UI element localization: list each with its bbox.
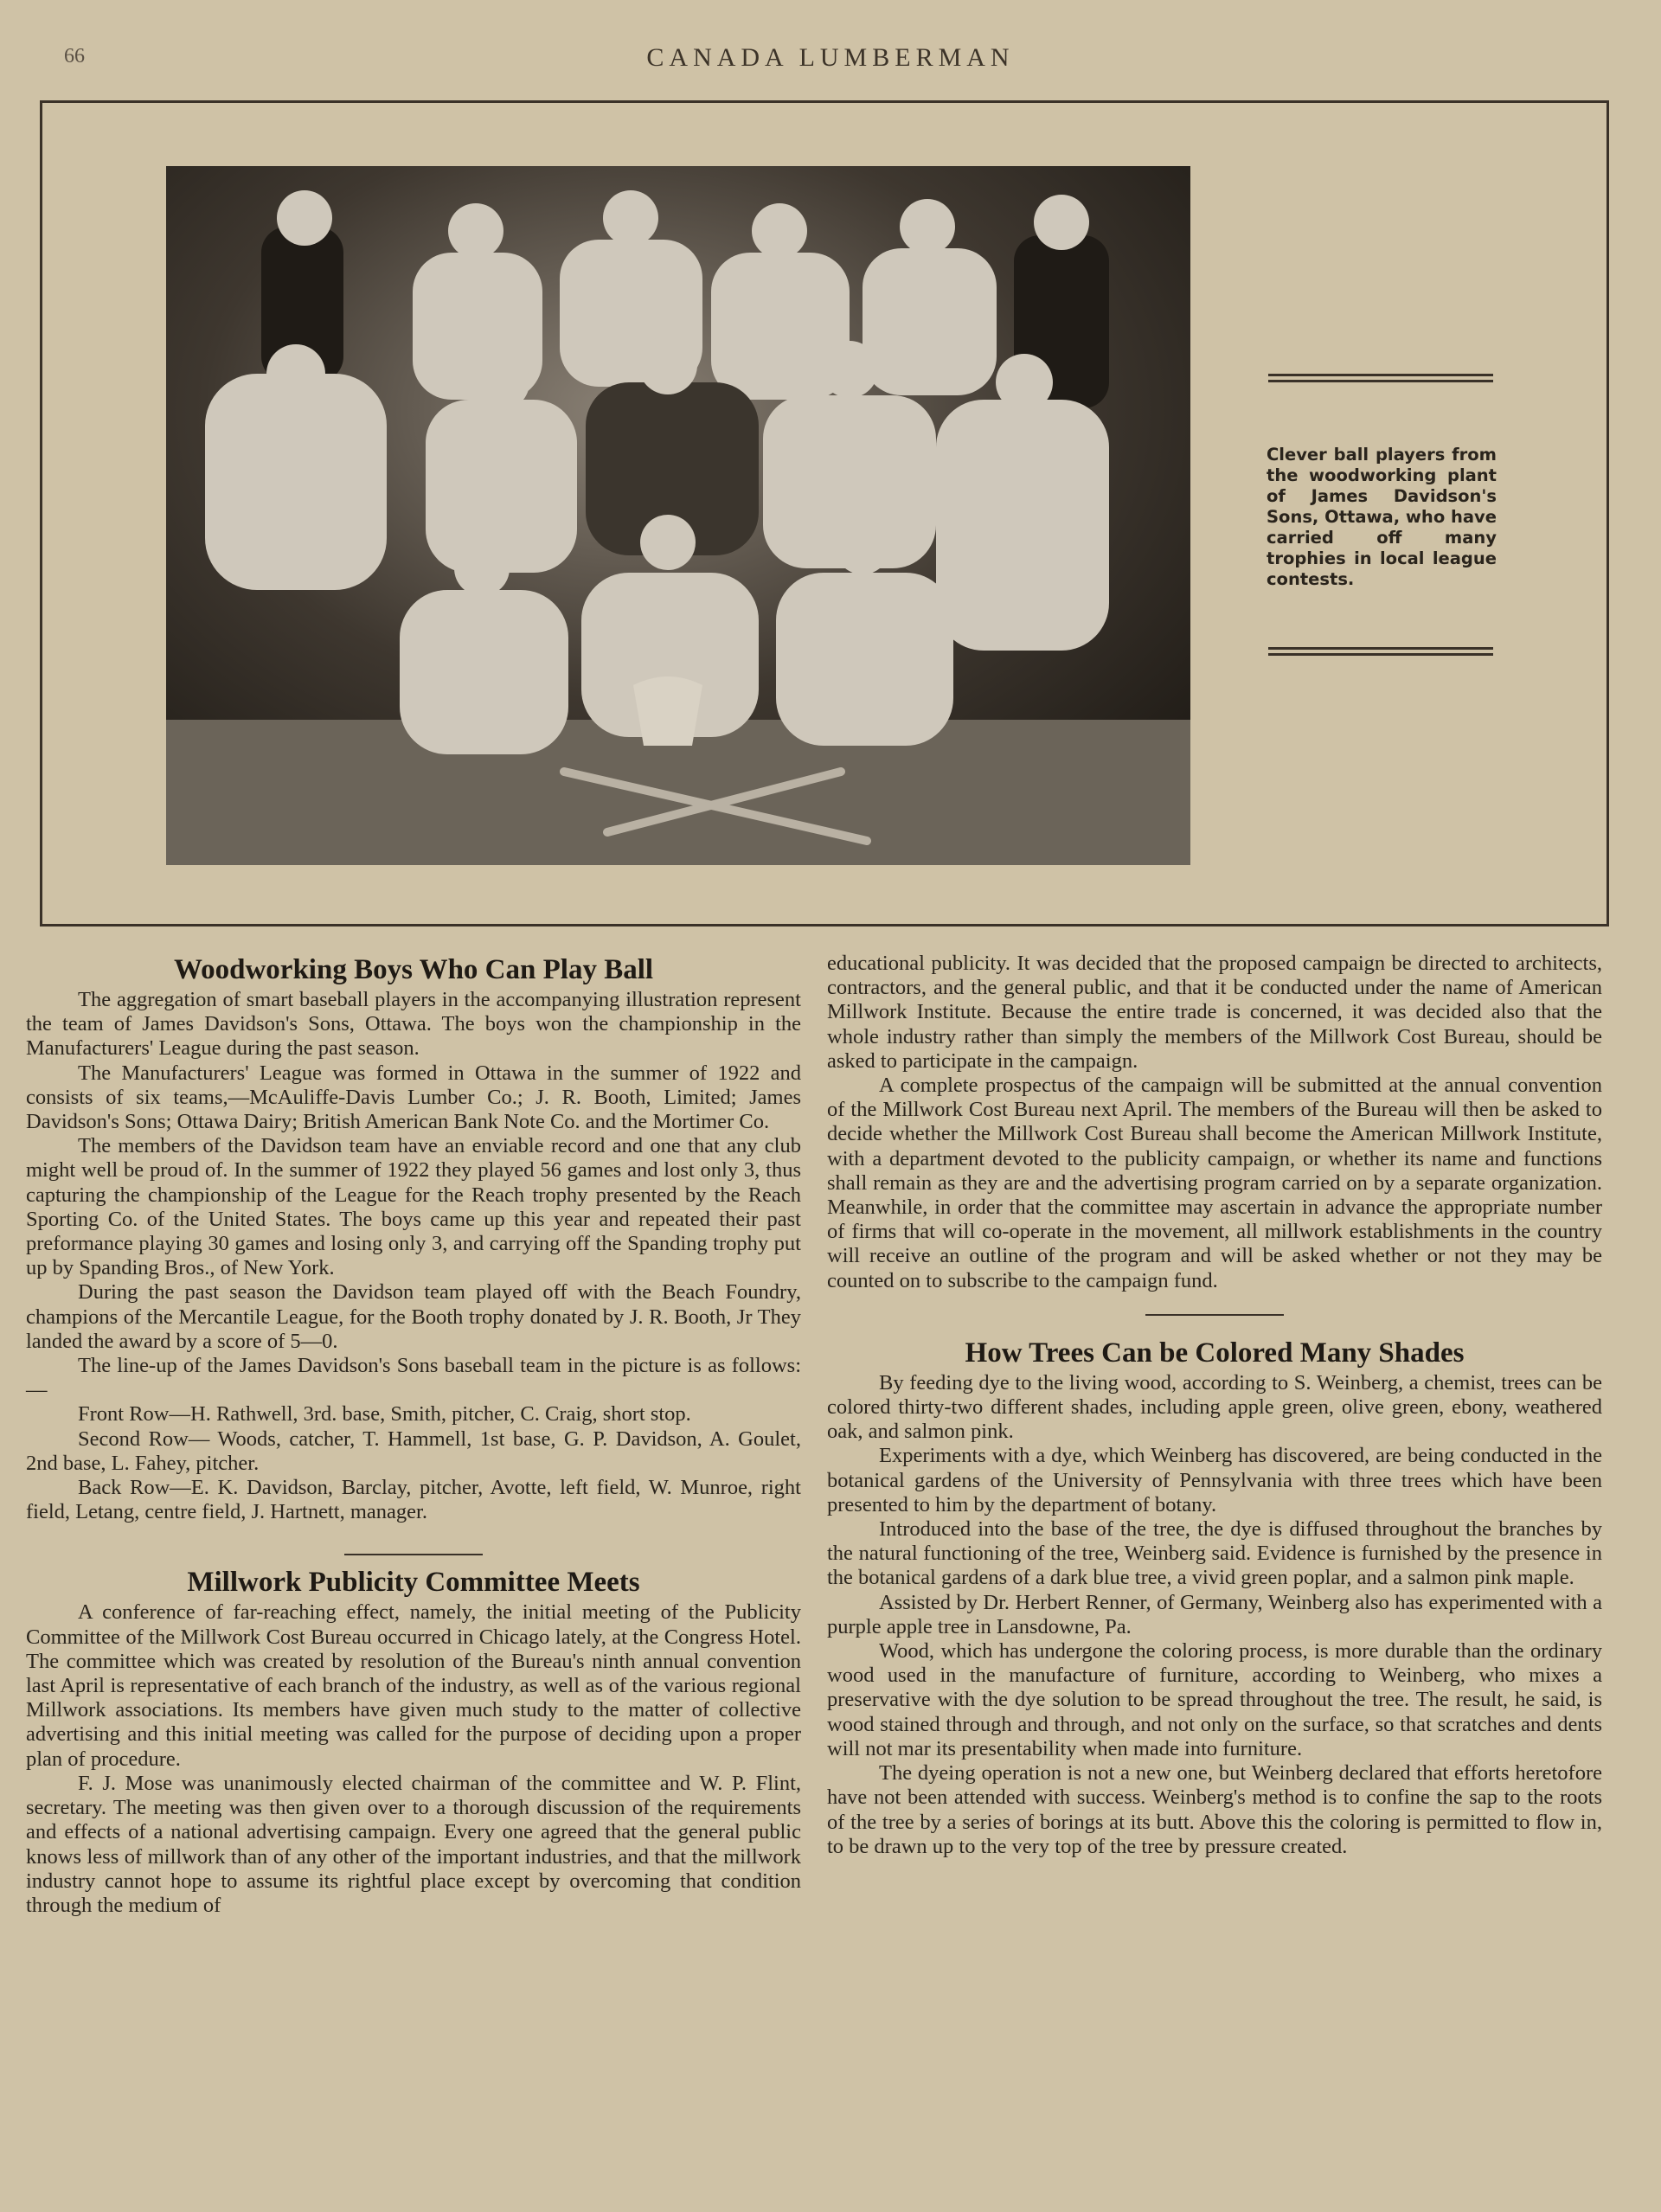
team-photo-illustration [166,166,1190,865]
trees-paragraph: Wood, which has undergone the coloring process, is more durable than the ordinary wood used in the manufacture of furniture, according to Weinberg, who mixes a preservative with the dye solution to be spread throughout the tree. The result, he said, is wood stained through and through, and not only on the surface, so that scratches and dents will not mar its presentability when made into furniture. [827,1639,1602,1760]
lineup-back-row: Back Row—E. K. Davidson, Barclay, pitcher, Avotte, left field, W. Munroe, right field, Letang, centre field, J. Hartnett, manager. [26,1476,801,1524]
baseball-paragraph: The aggregation of smart baseball players in the accompanying illustration represent the team of James Davidson's Sons, Ottawa. The boys won the championship in the Manufacturers' League during the past season. [26,988,801,1061]
trees-paragraph: By feeding dye to the living wood, according to S. Weinberg, a chemist, trees can be colored thirty-two different shades, including apple green, olive green, ebony, weathered oak, and salmon pink. [827,1370,1602,1444]
millwork-continued-paragraph: A complete prospectus of the campaign will be submitted at the annual convention of the Millwork Cost Bureau next April. The members of the Bureau will then be asked to decide whether the Millwork Cost Bureau shall become the American Millwork Institute, with a department devoted to the publicity campaign, or whether its name and functions shall remain as they are and the advertising program carried on by a separate organization. Meanwhile, in order that the committee may ascertain in advance the appropriate number of firms that will co-operate in the movement, all millwork establishments in the country will receive an outline of the program and will be asked whether or not they may be counted on to subscribe to the campaign fund. [827,1074,1602,1292]
trees-paragraph: Experiments with a dye, which Weinberg has discovered, are being conducted in the botanical gardens of the University of Pennsylvania with three trees which have been presented to him by the department of botany. [827,1444,1602,1516]
baseball-paragraph: The members of the Davidson team have an enviable record and one that any club might well be proud of. In the summer of 1922 they played 56 games and lost only 3, thus capturing the championship of the League for the Reach trophy presented by the Reach Sporting Co. of the United States. The boys came up this year and repeated their past preformance playing 30 games and losing only 3, and carrying off the Spanding trophy put up by Spanding Bros., of New York. [26,1134,801,1280]
baseball-paragraph: The line-up of the James Davidson's Sons baseball team in the picture is as follows:— [26,1354,801,1402]
lineup-front-row: Front Row—H. Rathwell, 3rd. base, Smith, pitcher, C. Craig, short stop. [78,1402,691,1427]
millwork-article-title: Millwork Publicity Committee Meets [187,1567,640,1599]
left-column [26,952,801,1918]
team-photo [166,166,1190,865]
section-divider [344,1554,483,1555]
running-head: CANADA LUMBERMAN [646,43,1015,72]
millwork-paragraph: F. J. Mose was unanimously elected chairman of the committee and W. P. Flint, secretary. The meeting was then given over to a thorough discussion of the requirements and effects of a national advertising campaign. Every one agreed that the general public knows less of millwork than of any other of the important industries, and that the millwork industry cannot hope to assume its rightful place except by overcoming that condition through the medium of [26,1771,801,1917]
lineup-second-row: Second Row— Woods, catcher, T. Hammell, 1st base, G. P. Davidson, A. Goulet, 2nd base, L. Fahey, pitcher. [26,1427,801,1475]
millwork-continued-paragraph: educational publicity. It was decided that the proposed campaign be directed to architects, contractors, and the general public, and that it be conducted under the name of American Millwork Institute. Because the entire trade is concerned, it was decided also that the whole industry rather than simply the members of the Millwork Cost Bureau, should be asked to participate in the campaign. [827,952,1602,1073]
millwork-paragraph: A conference of far-reaching effect, namely, the initial meeting of the Publicity Committee of the Millwork Cost Bureau occurred in Chicago lately, at the Congress Hotel. The committee which was created by resolution of the Bureau's ninth annual convention last April is representative of each branch of the industry, as well as of the various regional Millwork associations. Its members have given much study to the matter of collective advertising and this initial meeting was called for the purpose of deciding upon a proper plan of procedure. [26,1600,801,1771]
baseball-article-title: Woodworking Boys Who Can Play Ball [173,954,654,985]
caption-rule-bottom [1268,647,1493,656]
page-number: 66 [64,45,85,67]
photo-caption: Clever ball players from the woodworking plant of James Davidson's Sons, Ottawa, who have carried off many trophies in local league contests. [1267,445,1497,589]
right-column [827,952,1602,1859]
trees-paragraph: Assisted by Dr. Herbert Renner, of Germany, Weinberg also has experimented with a purple apple tree in Lansdowne, Pa. [827,1590,1602,1638]
trees-paragraph: The dyeing operation is not a new one, but Weinberg declared that efforts heretofore have not been attended with success. Weinberg's method is to confine the sap to the roots of the tree by a series of borings at its butt. Above this the coloring is permitted to flow in, to be drawn up to the very top of the tree by pressure created. [827,1761,1602,1858]
caption-rule-top [1268,374,1493,382]
trees-article-title: How Trees Can be Colored Many Shades [965,1337,1465,1369]
section-divider [1145,1314,1284,1316]
baseball-paragraph: During the past season the Davidson team played off with the Beach Foundry, champions of the Mercantile League, for the Booth trophy donated by J. R. Booth, Jr They landed the award by a score of 5—0. [26,1280,801,1353]
baseball-paragraph: The Manufacturers' League was formed in Ottawa in the summer of 1922 and consists of six teams,—McAuliffe-Davis Lumber Co.; J. R. Booth, Limited; James Davidson's Sons; Ottawa Dairy; British American Bank Note Co. and the Mortimer Co. [26,1061,801,1134]
trees-paragraph: Introduced into the base of the tree, the dye is diffused throughout the branches by the natural functioning of the tree, Weinberg said. Evidence is furnished by the presence in the botanical gardens of a dark blue tree, a vivid green poplar, and a salmon pink maple. [827,1517,1602,1590]
